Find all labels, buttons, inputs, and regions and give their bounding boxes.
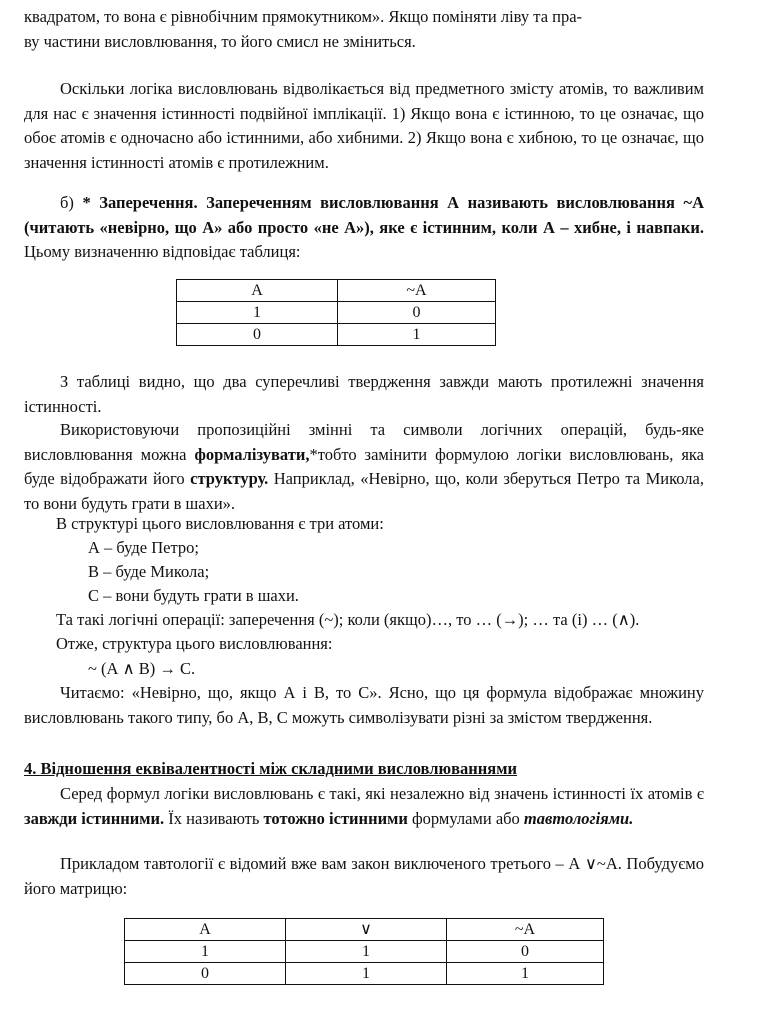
table-header-row xyxy=(125,919,604,941)
intro-line-1: квадратом, то вона є рівнобічним прямокутником». Якщо поміняти ліву та пра- xyxy=(24,7,583,26)
negation-rest: Цьому визначенню відповідає таблиця: xyxy=(24,242,301,261)
always-true-term: завжди істинними. xyxy=(24,808,165,828)
table-cell: 0 xyxy=(177,324,338,346)
table-cell: 1 xyxy=(125,941,286,963)
paragraph-negation xyxy=(24,191,704,265)
formal-text-2: *тобто замінити формулою логіки висловлювань, яка буде відображати його xyxy=(24,444,705,488)
table-cell: 1 xyxy=(286,941,447,963)
item-number: б) xyxy=(60,193,74,212)
formula: ~ (А ∧ В) → С. xyxy=(88,659,196,678)
paragraph-reading: Читаємо: «Невірно, що, якщо А і В, то С». Ясно, що ця формула відображає множину висловлювань такого типу, бо А, В, С можуть символізувати різні за змістом твердження. xyxy=(24,683,704,727)
table-header-cell: А xyxy=(125,919,286,941)
table-cell: 1 xyxy=(177,302,338,324)
operations-line: Та такі логічні операції: заперечення (~); коли (якщо)…, то … (→); … та (і) … (∧). xyxy=(56,610,640,629)
table-cell: 0 xyxy=(338,302,496,324)
table-header-row xyxy=(177,280,496,302)
atom-a: А – буде Петро; xyxy=(88,538,199,557)
table-header-cell: ~А xyxy=(447,919,604,941)
structure-bold-term: структуру. xyxy=(190,469,269,488)
table-cell: 1 xyxy=(286,963,447,985)
formal-bold-term: формалізувати, xyxy=(194,444,310,464)
identically-true-term: тотожно істинними xyxy=(263,808,408,828)
table-row xyxy=(125,941,604,963)
paragraph-formalization xyxy=(24,418,704,516)
negation-definition: * Заперечення. Запереченням висловлювання А називають висловлювання ~А (читають «невірно, що А» або просто «не А»), яке є істинним, коли А – хибне, і навпаки. xyxy=(24,193,704,237)
tautology-text-2: Їх називають xyxy=(164,808,264,828)
atom-b: В – буде Микола; xyxy=(88,562,210,581)
section-heading: 4. Відношення еквівалентності між складними висловлюваннями xyxy=(24,759,517,778)
table-cell: 0 xyxy=(447,941,604,963)
atom-c: С – вони будуть грати в шахи. xyxy=(88,586,299,605)
table-cell: 1 xyxy=(447,963,604,985)
paragraph-tautology xyxy=(24,782,704,831)
table-header-cell: А xyxy=(177,280,338,302)
paragraph-table-conclusion: З таблиці видно, що два суперечливі твердження завжди мають протилежні значення істинності. xyxy=(24,372,704,416)
table-header-cell: ∨ xyxy=(286,919,447,941)
paragraph-logic: Оскільки логіка висловлювань відволікається від предметного змісту атомів, то важливим для нас є значення істинності подвійної імплікації. 1) Якщо вона є істинною, то це означає, що обоє атомів є одночасно або істинними, або хибними. 2) Якщо вона є хибною, то це означає, що значення істинності атомів є протилежним. xyxy=(24,79,704,172)
table-cell: 0 xyxy=(125,963,286,985)
table-header-cell: ~А xyxy=(338,280,496,302)
tautologies-term: тавтологіями. xyxy=(523,808,634,828)
table-row xyxy=(177,324,496,346)
formal-text-3: Наприклад, «Невірно, що, коли зберуться Петро та Микола, то вони будуть грати в шахи». xyxy=(24,469,704,513)
paragraph-example: Прикладом тавтології є відомий вже вам закон виключеного третього – А ∨~А. Побудуємо його матрицю: xyxy=(24,854,704,898)
tautology-text-1: Серед формул логіки висловлювань є такі, які незалежно від значень істинності їх атомів є xyxy=(60,784,704,803)
formal-text-1: Використовуючи пропозиційні змінні та символи логічних операцій, будь-яке висловлювання можна xyxy=(24,420,704,464)
structure-line: Отже, структура цього висловлювання: xyxy=(56,634,333,653)
tautology-truth-table xyxy=(124,918,604,985)
table-row xyxy=(177,302,496,324)
tautology-text-3: формулами або xyxy=(407,808,524,828)
table-cell: 1 xyxy=(338,324,496,346)
negation-truth-table xyxy=(176,279,496,346)
intro-line-2: ву частини висловлювання, то його смисл не зміниться. xyxy=(24,32,416,51)
table-row xyxy=(125,963,604,985)
structure-intro: В структурі цього висловлювання є три атоми: xyxy=(56,514,384,533)
